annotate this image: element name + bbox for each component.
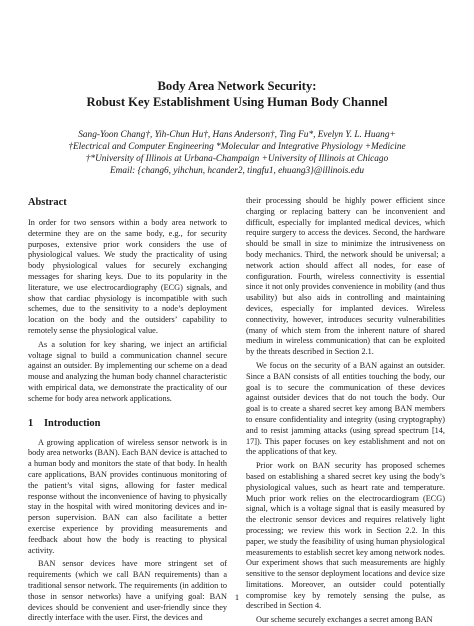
affiliations-line-2: †*University of Illinois at Urbana-Champaign +University of Illinois at Chicago [85, 154, 389, 164]
right-paragraph-2: We focus on the security of a BAN against an outsider. Since a BAN consists of all entities touching the body, our goal is to secure the communication of these devices against outsider devices that do not touch the body. Our goal is to create a shared secret key among BAN members to ensure confidentiality and integrity (using cryptography) and to resist jamming attacks (using spread spectrum [14, 17]). This paper focuses on key establishment and not on the applications of that key. [246, 360, 445, 457]
introduction-heading [28, 417, 227, 430]
page-number: 1 [234, 592, 240, 602]
email-line: Email: {chang6, yihchun, hcander2, tingfu1, ehuang3}@illinois.edu [109, 166, 365, 176]
right-paragraph-1: their processing should be highly power efficient since charging or replacing battery can be inconvenient and difficult, especially for implanted medical devices, which require surgery to access the devices. Second, the hardware should be small in size to minimize the intrusiveness on body mechanics. Third, the network should be universal; a network action should affect all nodes, for ease of configuration. Fourth, wireless connectivity is essential since it not only provides convenience in mobility (and thus usability) but also aids in controlling and maintaining devices, especially for implanted devices. Wireless connectivity, however, introduces security vulnerabilities (many of which stem from the inherent nature of shared medium in wireless communication) that can be exploited by the threats described in Section 2.1. [246, 196, 445, 357]
affiliations-line-1: †Electrical and Computer Engineering *Molecular and Integrative Physiology +Medicine [68, 142, 406, 152]
paper-title-line-2: Robust Key Establishment Using Human Body Channel [86, 95, 388, 109]
section-title: Introduction [44, 417, 101, 429]
paper-title-line-1: Body Area Network Security: [157, 79, 317, 93]
author-list: Sang-Yoon Chang†, Yih-Chun Hu†, Hans Anderson†, Ting Fu*, Evelyn Y. L. Huang+ [78, 130, 396, 140]
left-column [28, 196, 227, 624]
right-paragraph-3: Prior work on BAN security has proposed schemes based on establishing a shared secret key using the body’s physiological values, such as heart rate and temperature. Much prior work relies on the electrocardiogram (ECG) signal, which is a voltage signal that is easily measured by the electronic sensor devices and requires relatively light processing; we review this work in Section 2.2. In this paper, we study the feasibility of using human physiological measurements to establish secret key among network nodes. Our experiment shows that such measurements are highly sensitive to the sensor deployment locations and device size limitations. Moreover, an outsider could potentially compromise key by remotely sensing the pulse, as described in Section 4. [246, 461, 445, 611]
introduction-paragraph-1: A growing application of wireless sensor network is in body area networks (BAN). Each BAN device is attached to a human body and monitors the state of that body. In health care applications, BAN provides continuous monitoring of the patient’s vital signs, allowing for faster medical response without the inconvenience of having to physically stay in the hospital with wired monitoring devices and in-person supervision. BAN can also facilitate a better exercise experience by providing measurements and feedback about how the body is reacting to physical activity. [28, 437, 227, 555]
section-number: 1 [28, 417, 34, 429]
abstract-paragraph-2: As a solution for key sharing, we inject an artificial voltage signal to build a communication channel secure against an outsider. By implementing our scheme on a dead mouse and analyzing the human body channel characteristic with empirical data, we demonstrate the practicality of our scheme for body area network applications. [28, 339, 227, 403]
right-paragraph-4: Our scheme securely exchanges a secret among BAN [256, 615, 433, 625]
right-column [246, 196, 445, 626]
abstract-paragraph-1: In order for two sensors within a body area network to determine they are on the same body, e.g., for security purposes, extensive prior work considers the use of physiological values. We study the practicality of using body physiological values for securely exchanging messages for sharing keys. Due to its popularity in the literature, we use electrocardiography (ECG) signals, and show that cardiac physiology is incompatible with such schemes, due to the sensitivity to a node’s deployment location on the body and the outsiders’ capability to remotely sense the physiological value. [28, 218, 227, 335]
abstract-heading: Abstract [28, 197, 67, 208]
introduction-paragraph-2: BAN sensor devices have more stringent set of requirements (which we call BAN requirements) than a traditional sensor network. The requirements (in addition to those in sensor networks) have a unifying goal: BAN devices should be convenient and user-friendly since they directly interface with the user. First, the devices and [28, 559, 227, 623]
